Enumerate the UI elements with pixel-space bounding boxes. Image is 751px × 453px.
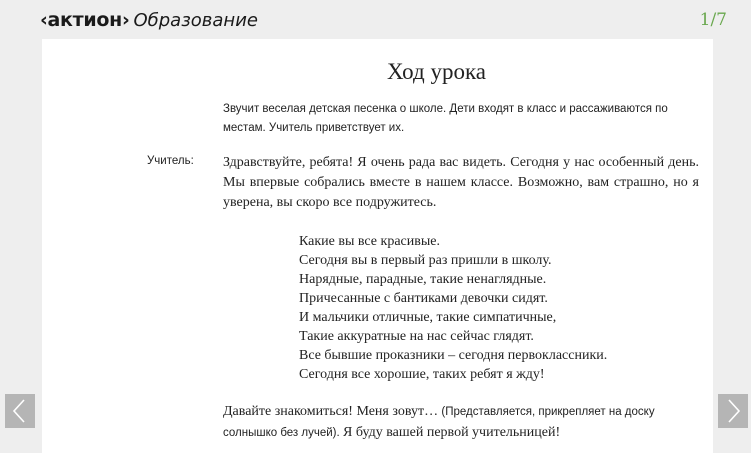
poem-line: Нарядные, парадные, такие ненаглядные. (299, 272, 547, 287)
poem-line: Какие вы все красивые. (299, 234, 440, 249)
chevron-right-icon (718, 394, 748, 428)
closing-stage-direction: (Представляется, прикрепляет на доску солнышко без лучей). (223, 406, 655, 439)
next-slide-button[interactable] (718, 394, 748, 428)
poem-line: Такие аккуратные на нас сейчас глядят. (299, 329, 534, 344)
speaker-label: Учитель: (147, 155, 194, 167)
poem-line: Все бывшие проказники – сегодня первоклассники. (299, 348, 608, 363)
header-bar (0, 0, 751, 38)
page-counter: 1/7 (699, 10, 727, 30)
poem (299, 232, 699, 384)
previous-slide-button[interactable] (5, 394, 35, 428)
poem-line: Причесанные с бантиками девочки сидят. (299, 291, 548, 306)
poem-line: Сегодня вы в первый раз пришли в школу. (299, 253, 552, 268)
poem-line: Сегодня все хорошие, таких ребят я жду! (299, 367, 545, 382)
stage-direction: Звучит веселая детская песенка о школе. Дети входят в класс и рассаживаются по местам. Учитель приветствует их. (223, 103, 668, 134)
logo-section: Образование (133, 10, 258, 31)
logo-brand: ‹актион› (40, 9, 130, 31)
closing-paragraph (223, 401, 707, 443)
poem-line: И мальчики отличные, такие симпатичные, (299, 310, 557, 325)
closing-speech-end: Я буду вашей первой учительницей! (343, 425, 561, 440)
slide-content (42, 39, 713, 453)
closing-speech-start: Давайте знакомиться! Меня зовут… (223, 404, 439, 419)
teacher-speech: Здравствуйте, ребята! Я очень рада вас видеть. Сегодня у нас особенный день. Мы впервые собрались вместе в нашем классе. Возможно, вам страшно, но я уверена, вы скоро все подружитесь. (223, 155, 699, 210)
aktion-logo (40, 8, 258, 33)
slide-title: Ход урока (387, 59, 486, 84)
chevron-left-icon (5, 394, 35, 428)
